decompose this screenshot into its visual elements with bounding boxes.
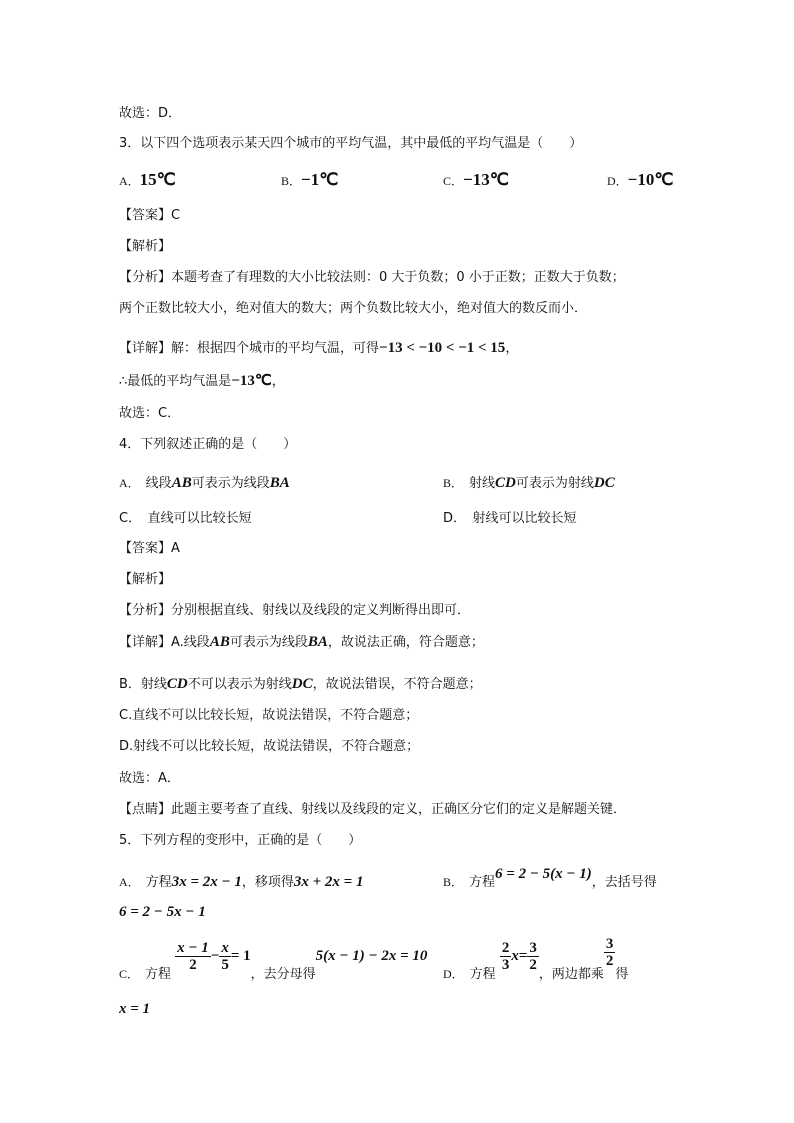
q5-option-c-eq2: 5(x − 1) − 2x = 10 bbox=[315, 948, 428, 964]
q4-detail-b-mid: 不可以表示为射线 bbox=[187, 677, 292, 692]
q4-detail-b-m2: DC bbox=[291, 676, 313, 692]
q4-option-b-m1: CD bbox=[495, 475, 516, 491]
q3-analysis-line1: 【分析】本题考查了有理数的大小比较法则：0 大于负数；0 小于正数；正数大于负数； bbox=[119, 270, 625, 285]
q3-option-a bbox=[119, 171, 176, 191]
q4-detail-b bbox=[119, 676, 482, 693]
q3-option-d bbox=[607, 171, 673, 191]
q5-stem: 5．下列方程的变形中，正确的是（ ） bbox=[119, 833, 362, 848]
q4-analysis: 【分析】分别根据直线、射线以及线段的定义判断得出即可． bbox=[119, 603, 471, 618]
q5-option-a-eq2: 3x + 2x = 1 bbox=[293, 874, 364, 890]
q5-option-d-f3-den: 2 bbox=[605, 953, 614, 969]
q4-detail-b-m1: CD bbox=[166, 676, 188, 692]
q4-dianjing: 【点睛】此题主要考查了直线、射线以及线段的定义，正确区分它们的定义是解题关键． bbox=[119, 802, 627, 817]
q5-option-c-fraction-2 bbox=[219, 940, 231, 973]
q4-detail-b-pre: B．射线 bbox=[119, 677, 167, 692]
q4-option-a-m1: AB bbox=[171, 475, 192, 491]
q4-option-c: C． 直线可以比较长短 bbox=[119, 511, 252, 526]
q3-detail bbox=[119, 340, 518, 357]
q4-detail-b-post: ，故说法错误，不符合题意； bbox=[312, 677, 482, 692]
prev-conclusion: 故选：D． bbox=[119, 106, 182, 121]
q5-option-a-label: A． bbox=[119, 875, 140, 889]
q4-answer: 【答案】A bbox=[119, 541, 180, 556]
q4-detail bbox=[119, 634, 484, 651]
q5-option-d-f3-num: 3 bbox=[605, 936, 614, 952]
q5-option-d-result bbox=[119, 1000, 150, 1019]
q5-option-a-mid: ，移项得 bbox=[241, 875, 294, 890]
q5-option-b-eq1: 6 = 2 − 5(x − 1) bbox=[495, 866, 592, 882]
q5-option-c-rhs: = 1 bbox=[230, 948, 251, 964]
q5-option-d-mid: ，两边都乘 bbox=[538, 967, 604, 982]
q5-option-d-eq: = bbox=[518, 948, 528, 964]
q3-detail-prefix: 【详解】解：根据四个城市的平均气温，可得 bbox=[119, 341, 380, 356]
q3-answer: 【答案】C bbox=[119, 208, 181, 223]
q4-detail-pre: 【详解】A.线段 bbox=[119, 635, 210, 650]
q5-option-d-f2-den: 2 bbox=[529, 957, 537, 973]
q5-option-a bbox=[119, 873, 363, 892]
q3-analysis-line2: 两个正数比较大小，绝对值大的数大；两个负数比较大小，绝对值大的数反而小． bbox=[119, 301, 588, 316]
q5-option-b-pre: 方程 bbox=[469, 875, 496, 890]
q4-detail-post: ，故说法正确，符合题意； bbox=[327, 635, 484, 650]
q5-option-c-f1-den: 2 bbox=[189, 957, 197, 973]
q4-detail-m1: AB bbox=[209, 634, 230, 650]
q4-jiexi: 【解析】 bbox=[119, 572, 172, 587]
q3-option-b-label: B． bbox=[281, 174, 302, 188]
q4-option-a-m2: BA bbox=[269, 475, 290, 491]
q3-detail-inequality: −13 < −10 < −1 < 15 bbox=[379, 340, 506, 356]
q5-option-b-label: B． bbox=[443, 875, 464, 889]
q3-therefore-prefix: ∴最低的平均气温是 bbox=[119, 374, 232, 389]
q3-therefore bbox=[119, 373, 285, 390]
q3-conclusion: 故选：C． bbox=[119, 406, 181, 421]
q5-option-c-label: C． bbox=[119, 967, 140, 981]
q3-stem: 3．以下四个选项表示某天四个城市的平均气温，其中最低的平均气温是（ ） bbox=[119, 136, 583, 151]
q5-option-c-f1-num: x − 1 bbox=[177, 940, 209, 956]
q5-option-b-eq2: 6 = 2 − 5x − 1 bbox=[119, 904, 206, 920]
q5-option-c-minus: − bbox=[210, 948, 220, 964]
q5-option-d-f1-den: 3 bbox=[501, 957, 510, 973]
q5-option-c-mid: ，去分母得 bbox=[250, 967, 316, 982]
q5-option-c bbox=[119, 940, 428, 982]
q4-conclusion: 故选：A． bbox=[119, 771, 180, 786]
q3-jiexi: 【解析】 bbox=[119, 239, 172, 254]
q3-detail-end: ， bbox=[505, 341, 519, 356]
q3-option-b bbox=[281, 171, 338, 191]
q5-option-d-fraction-2 bbox=[527, 940, 539, 973]
q3-option-c-label: C． bbox=[443, 174, 464, 188]
q5-option-c-fraction-1 bbox=[175, 940, 211, 973]
q3-option-c-value: −13℃ bbox=[463, 170, 509, 189]
q5-option-b bbox=[443, 866, 657, 892]
q4-option-a bbox=[119, 474, 290, 493]
q5-option-c-pre: 方程 bbox=[145, 967, 172, 982]
q5-option-d-fraction-3 bbox=[604, 936, 616, 969]
q5-option-b-mid: ，去括号得 bbox=[591, 875, 657, 890]
q3-option-b-value: −1℃ bbox=[301, 170, 339, 189]
q5-option-d-post: 得 bbox=[615, 967, 629, 982]
q4-detail-c: C.直线不可以比较长短，故说法错误，不符合题意； bbox=[119, 708, 419, 723]
q4-detail-mid: 可表示为线段 bbox=[229, 635, 308, 650]
q3-option-d-value: −10℃ bbox=[627, 170, 674, 189]
q5-option-a-pre: 方程 bbox=[145, 875, 172, 890]
q4-stem: 4．下列叙述正确的是（ ） bbox=[119, 437, 297, 452]
q5-option-b-result bbox=[119, 903, 206, 922]
q3-option-c bbox=[443, 171, 509, 191]
q4-option-a-label: A． bbox=[119, 476, 140, 490]
q4-option-b-pre: 射线 bbox=[469, 476, 496, 491]
q5-option-c-f2-den: 5 bbox=[221, 957, 229, 973]
q5-option-d-label: D． bbox=[443, 967, 464, 981]
q3-option-a-label: A． bbox=[119, 174, 140, 188]
q3-therefore-value: −13℃ bbox=[231, 373, 272, 389]
q4-option-b bbox=[443, 474, 615, 493]
q5-option-d-f1-num: 2 bbox=[501, 940, 510, 956]
q4-option-b-label: B． bbox=[443, 476, 464, 490]
q3-therefore-end: ， bbox=[271, 374, 285, 389]
q3-option-d-label: D． bbox=[607, 174, 628, 188]
q4-detail-m2: BA bbox=[307, 634, 328, 650]
q4-option-b-mid: 可表示为射线 bbox=[515, 476, 594, 491]
q4-detail-d: D.射线不可以比较长短，故说法错误，不符合题意； bbox=[119, 739, 420, 754]
q5-option-d-eq2: x = 1 bbox=[119, 1001, 151, 1017]
q4-option-d: D． 射线可以比较长短 bbox=[443, 511, 577, 526]
q5-option-d-f2-num: 3 bbox=[529, 940, 537, 956]
q4-option-a-pre: 线段 bbox=[145, 476, 172, 491]
q4-option-a-mid: 可表示为线段 bbox=[191, 476, 270, 491]
q5-option-d-fraction-1 bbox=[500, 940, 512, 973]
q4-option-b-m2: DC bbox=[593, 475, 615, 491]
q5-option-d-pre: 方程 bbox=[469, 967, 496, 982]
q5-option-a-eq1: 3x = 2x − 1 bbox=[171, 874, 242, 890]
q5-option-d bbox=[443, 936, 629, 982]
q5-option-c-f2-num: x bbox=[221, 940, 229, 956]
q3-option-a-value: 15℃ bbox=[139, 170, 176, 189]
q5-option-d-var: x bbox=[511, 948, 519, 964]
